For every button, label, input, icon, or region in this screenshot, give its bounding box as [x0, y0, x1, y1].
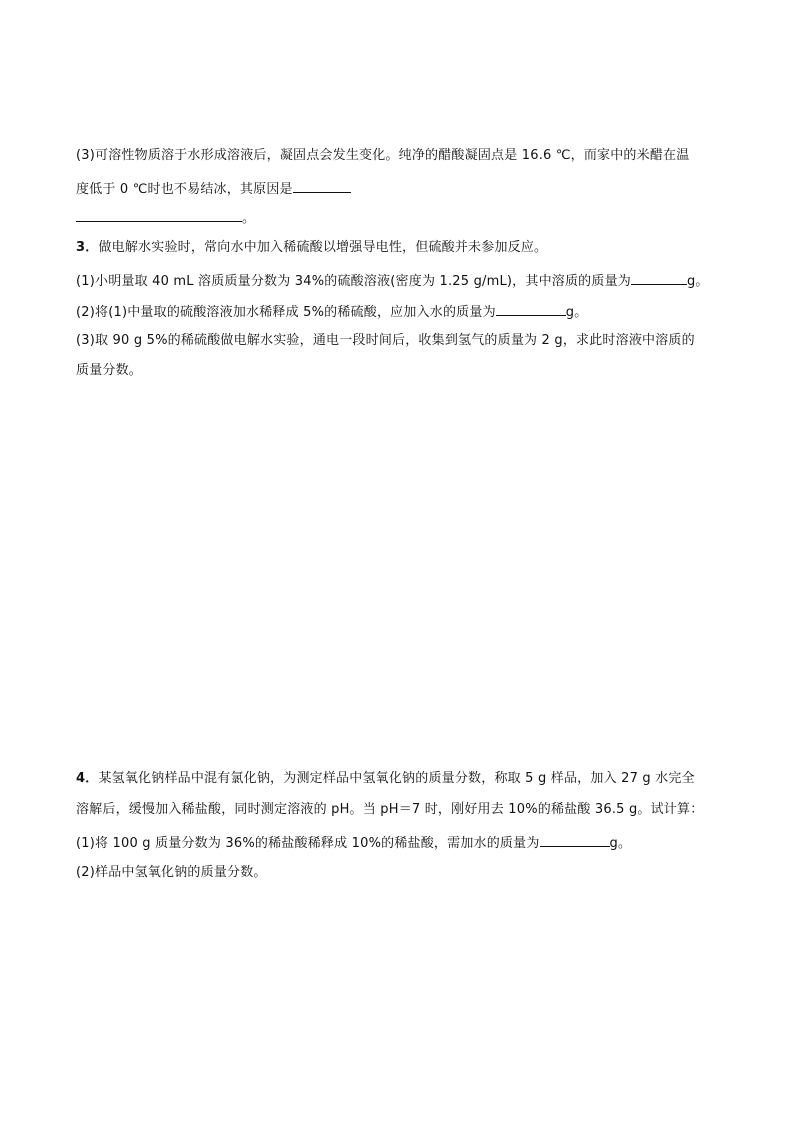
q4-number: 4． — [76, 771, 99, 786]
q2-part3-text-a: (3)可溶性物质溶于水形成溶液后，凝固点会发生变化。纯净的醋酸凝固点是 16.6 ℃，而家中的米醋在温 — [76, 148, 690, 163]
q4-part1-text: (1)将 100 g 质量分数为 36%的稀盐酸稀释成 10%的稀盐酸，需加水的质量为 — [76, 836, 540, 851]
q2-part3-text-end: 。 — [242, 211, 256, 226]
q3-part2-unit: g。 — [565, 305, 588, 320]
answer-blank[interactable] — [631, 270, 687, 285]
q4-part1-line — [76, 832, 631, 853]
answer-blank[interactable] — [76, 207, 242, 222]
q4-stem-b: 溶解后，缓慢加入稀盐酸，同时测定溶液的 pH。当 pH＝7 时，刚好用去 10%的稀盐酸 36.5 g。试计算： — [76, 802, 704, 817]
q4-stem-a: 某氢氧化钠样品中混有氯化钠，为测定样品中氢氧化钠的质量分数，称取 5 g 样品，加入 27 g 水完全 — [98, 771, 695, 786]
q2-part3-text-b: 度低于 0 ℃时也不易结冰，其原因是 — [76, 182, 293, 197]
q3-stem-line — [76, 239, 547, 257]
q4-part2-line — [76, 864, 267, 882]
q3-part3-line2 — [76, 362, 142, 380]
answer-blank[interactable] — [496, 301, 566, 316]
q4-part2-text: (2)样品中氢氧化钠的质量分数。 — [76, 865, 267, 880]
q2-part3-line3 — [76, 207, 255, 228]
q3-part1-text: (1)小明量取 40 mL 溶质质量分数为 34%的硫酸溶液(密度为 1.25 g/mL)，其中溶质的质量为 — [76, 274, 631, 289]
answer-blank[interactable] — [540, 832, 610, 847]
q4-stem-line1 — [76, 770, 695, 788]
q3-part3-text-a: (3)取 90 g 5%的稀硫酸做电解水实验，通电一段时间后，收集到氢气的质量为 2 g，求此时溶液中溶质的 — [76, 333, 695, 348]
q3-number: 3． — [76, 240, 99, 255]
q3-part3-text-b: 质量分数。 — [76, 363, 143, 378]
q3-part1-line — [76, 270, 709, 291]
q2-part3-line1 — [76, 147, 689, 165]
q3-stem: 做电解水实验时，常向水中加入稀硫酸以增强导电性，但硫酸并未参加反应。 — [98, 240, 548, 255]
q3-part2-text: (2)将(1)中量取的硫酸溶液加水稀释成 5%的稀硫酸，应加入水的质量为 — [76, 305, 496, 320]
answer-blank[interactable] — [293, 178, 351, 193]
q3-part2-line — [76, 301, 587, 322]
q3-part3-line1 — [76, 332, 695, 350]
q4-part1-unit: g。 — [609, 836, 632, 851]
q4-stem-line2 — [76, 801, 703, 819]
q2-part3-line2 — [76, 178, 351, 199]
q3-part1-unit: g。 — [686, 274, 709, 289]
